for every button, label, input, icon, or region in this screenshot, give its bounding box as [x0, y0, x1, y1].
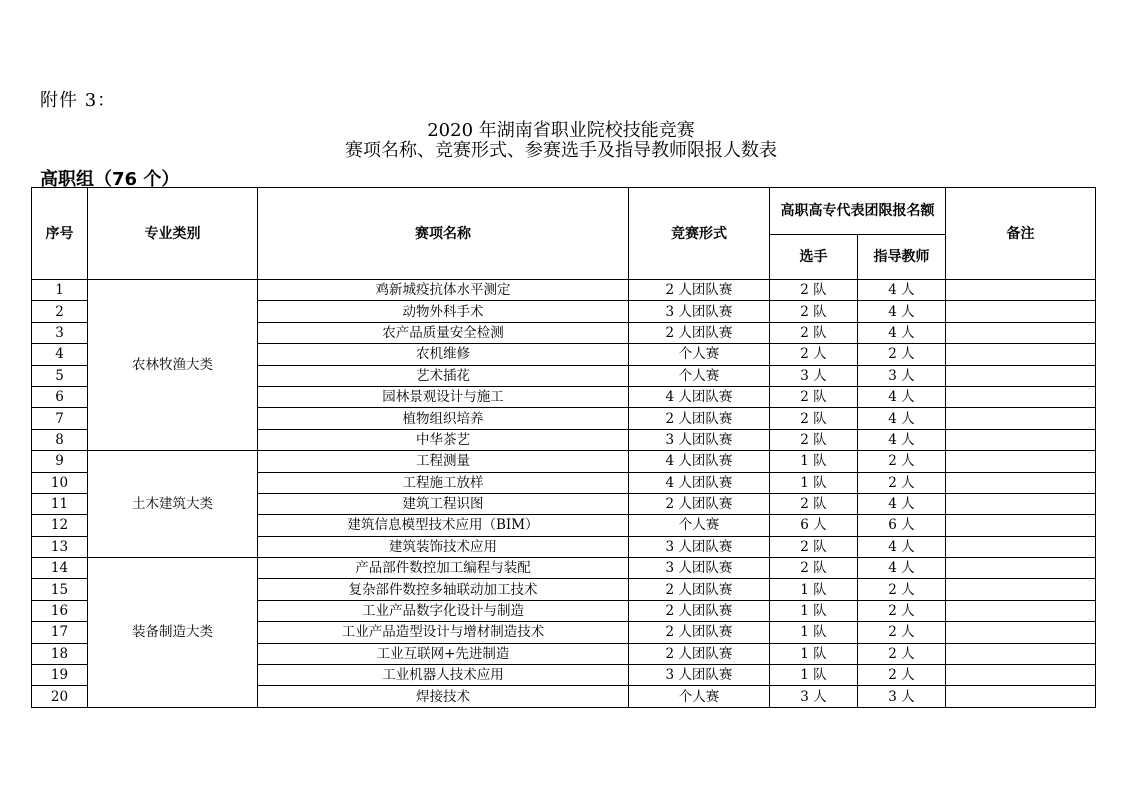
format-cell: 4 人团队赛 — [629, 451, 770, 472]
remarks-cell — [946, 493, 1096, 514]
header-format: 竞赛形式 — [629, 188, 770, 280]
remarks-cell — [946, 536, 1096, 557]
seq-cell: 16 — [32, 600, 88, 621]
seq-cell: 18 — [32, 643, 88, 664]
teachers-cell: 4 人 — [858, 280, 946, 301]
contestants-cell: 1 队 — [770, 600, 858, 621]
format-cell: 2 人团队赛 — [629, 280, 770, 301]
remarks-cell — [946, 301, 1096, 322]
format-cell: 3 人团队赛 — [629, 429, 770, 450]
seq-cell: 5 — [32, 365, 88, 386]
remarks-cell — [946, 665, 1096, 686]
event-name-cell: 工业产品造型设计与增材制造技术 — [258, 622, 629, 643]
teachers-cell: 2 人 — [858, 622, 946, 643]
teachers-cell: 3 人 — [858, 686, 946, 707]
remarks-cell — [946, 558, 1096, 579]
teachers-cell: 2 人 — [858, 579, 946, 600]
event-name-cell: 农产品质量安全检测 — [258, 322, 629, 343]
category-cell: 土木建筑大类 — [88, 451, 258, 558]
remarks-cell — [946, 643, 1096, 664]
teachers-cell: 4 人 — [858, 408, 946, 429]
seq-cell: 15 — [32, 579, 88, 600]
teachers-cell: 2 人 — [858, 344, 946, 365]
contestants-cell: 2 队 — [770, 558, 858, 579]
format-cell: 个人赛 — [629, 686, 770, 707]
teachers-cell: 4 人 — [858, 558, 946, 579]
remarks-cell — [946, 408, 1096, 429]
attachment-label: 附件 3： — [40, 90, 117, 111]
contestants-cell: 2 队 — [770, 429, 858, 450]
format-cell: 个人赛 — [629, 344, 770, 365]
teachers-cell: 2 人 — [858, 472, 946, 493]
format-cell: 3 人团队赛 — [629, 665, 770, 686]
format-cell: 2 人团队赛 — [629, 622, 770, 643]
event-name-cell: 鸡新城疫抗体水平测定 — [258, 280, 629, 301]
event-name-cell: 工程测量 — [258, 451, 629, 472]
teachers-cell: 4 人 — [858, 386, 946, 407]
teachers-cell: 4 人 — [858, 429, 946, 450]
remarks-cell — [946, 600, 1096, 621]
header-quota: 高职高专代表团限报名额 — [770, 188, 946, 235]
teachers-cell: 4 人 — [858, 536, 946, 557]
contestants-cell: 2 队 — [770, 408, 858, 429]
teachers-cell: 2 人 — [858, 643, 946, 664]
event-name-cell: 工业产品数字化设计与制造 — [258, 600, 629, 621]
contestants-cell: 2 队 — [770, 536, 858, 557]
event-name-cell: 建筑工程识图 — [258, 493, 629, 514]
format-cell: 4 人团队赛 — [629, 386, 770, 407]
seq-cell: 7 — [32, 408, 88, 429]
remarks-cell — [946, 280, 1096, 301]
event-name-cell: 工程施工放样 — [258, 472, 629, 493]
remarks-cell — [946, 365, 1096, 386]
document-title: 2020 年湖南省职业院校技能竞赛 — [427, 120, 695, 141]
header-category: 专业类别 — [88, 188, 258, 280]
format-cell: 2 人团队赛 — [629, 579, 770, 600]
contestants-cell: 3 人 — [770, 686, 858, 707]
event-name-cell: 工业机器人技术应用 — [258, 665, 629, 686]
teachers-cell: 4 人 — [858, 493, 946, 514]
remarks-cell — [946, 344, 1096, 365]
teachers-cell: 4 人 — [858, 301, 946, 322]
table-row — [32, 558, 1096, 579]
contestants-cell: 2 人 — [770, 344, 858, 365]
seq-cell: 11 — [32, 493, 88, 514]
format-cell: 3 人团队赛 — [629, 536, 770, 557]
seq-cell: 20 — [32, 686, 88, 707]
category-cell: 农林牧渔大类 — [88, 280, 258, 451]
seq-cell: 3 — [32, 322, 88, 343]
seq-cell: 1 — [32, 280, 88, 301]
header-seq: 序号 — [32, 188, 88, 280]
contestants-cell: 1 队 — [770, 472, 858, 493]
event-name-cell: 植物组织培养 — [258, 408, 629, 429]
contestants-cell: 1 队 — [770, 579, 858, 600]
quota-table — [31, 187, 1096, 708]
event-name-cell: 建筑装饰技术应用 — [258, 536, 629, 557]
group-label: 高职组（76 个） — [40, 169, 180, 190]
contestants-cell: 3 人 — [770, 365, 858, 386]
seq-cell: 4 — [32, 344, 88, 365]
event-name-cell: 复杂部件数控多轴联动加工技术 — [258, 579, 629, 600]
format-cell: 2 人团队赛 — [629, 600, 770, 621]
remarks-cell — [946, 386, 1096, 407]
remarks-cell — [946, 429, 1096, 450]
header-remarks: 备注 — [946, 188, 1096, 280]
event-name-cell: 艺术插花 — [258, 365, 629, 386]
header-contestants: 选手 — [770, 235, 858, 280]
format-cell: 2 人团队赛 — [629, 643, 770, 664]
seq-cell: 8 — [32, 429, 88, 450]
document-subtitle: 赛项名称、竞赛形式、参赛选手及指导教师限报人数表 — [345, 140, 777, 161]
header-event: 赛项名称 — [258, 188, 629, 280]
format-cell: 3 人团队赛 — [629, 558, 770, 579]
format-cell: 2 人团队赛 — [629, 493, 770, 514]
contestants-cell: 2 队 — [770, 493, 858, 514]
event-name-cell: 农机维修 — [258, 344, 629, 365]
event-name-cell: 焊接技术 — [258, 686, 629, 707]
contestants-cell: 2 队 — [770, 301, 858, 322]
event-name-cell: 产品部件数控加工编程与装配 — [258, 558, 629, 579]
table-row — [32, 451, 1096, 472]
seq-cell: 12 — [32, 515, 88, 536]
remarks-cell — [946, 686, 1096, 707]
contestants-cell: 1 队 — [770, 665, 858, 686]
format-cell: 个人赛 — [629, 515, 770, 536]
remarks-cell — [946, 322, 1096, 343]
seq-cell: 9 — [32, 451, 88, 472]
contestants-cell: 6 人 — [770, 515, 858, 536]
seq-cell: 2 — [32, 301, 88, 322]
format-cell: 4 人团队赛 — [629, 472, 770, 493]
event-name-cell: 园林景观设计与施工 — [258, 386, 629, 407]
teachers-cell: 4 人 — [858, 322, 946, 343]
remarks-cell — [946, 622, 1096, 643]
contestants-cell: 1 队 — [770, 622, 858, 643]
seq-cell: 6 — [32, 386, 88, 407]
teachers-cell: 2 人 — [858, 600, 946, 621]
contestants-cell: 2 队 — [770, 386, 858, 407]
header-teachers: 指导教师 — [858, 235, 946, 280]
category-cell: 装备制造大类 — [88, 558, 258, 708]
seq-cell: 19 — [32, 665, 88, 686]
contestants-cell: 2 队 — [770, 280, 858, 301]
contestants-cell: 2 队 — [770, 322, 858, 343]
teachers-cell: 3 人 — [858, 365, 946, 386]
teachers-cell: 2 人 — [858, 451, 946, 472]
format-cell: 3 人团队赛 — [629, 301, 770, 322]
remarks-cell — [946, 515, 1096, 536]
table-body — [32, 280, 1096, 708]
seq-cell: 17 — [32, 622, 88, 643]
format-cell: 2 人团队赛 — [629, 322, 770, 343]
event-name-cell: 工业互联网+先进制造 — [258, 643, 629, 664]
event-name-cell: 中华茶艺 — [258, 429, 629, 450]
seq-cell: 14 — [32, 558, 88, 579]
event-name-cell: 建筑信息模型技术应用（BIM） — [258, 515, 629, 536]
remarks-cell — [946, 579, 1096, 600]
seq-cell: 10 — [32, 472, 88, 493]
seq-cell: 13 — [32, 536, 88, 557]
remarks-cell — [946, 451, 1096, 472]
contestants-cell: 1 队 — [770, 643, 858, 664]
contestants-cell: 1 队 — [770, 451, 858, 472]
remarks-cell — [946, 472, 1096, 493]
event-name-cell: 动物外科手术 — [258, 301, 629, 322]
teachers-cell: 2 人 — [858, 665, 946, 686]
teachers-cell: 6 人 — [858, 515, 946, 536]
format-cell: 个人赛 — [629, 365, 770, 386]
table-row — [32, 280, 1096, 301]
format-cell: 2 人团队赛 — [629, 408, 770, 429]
